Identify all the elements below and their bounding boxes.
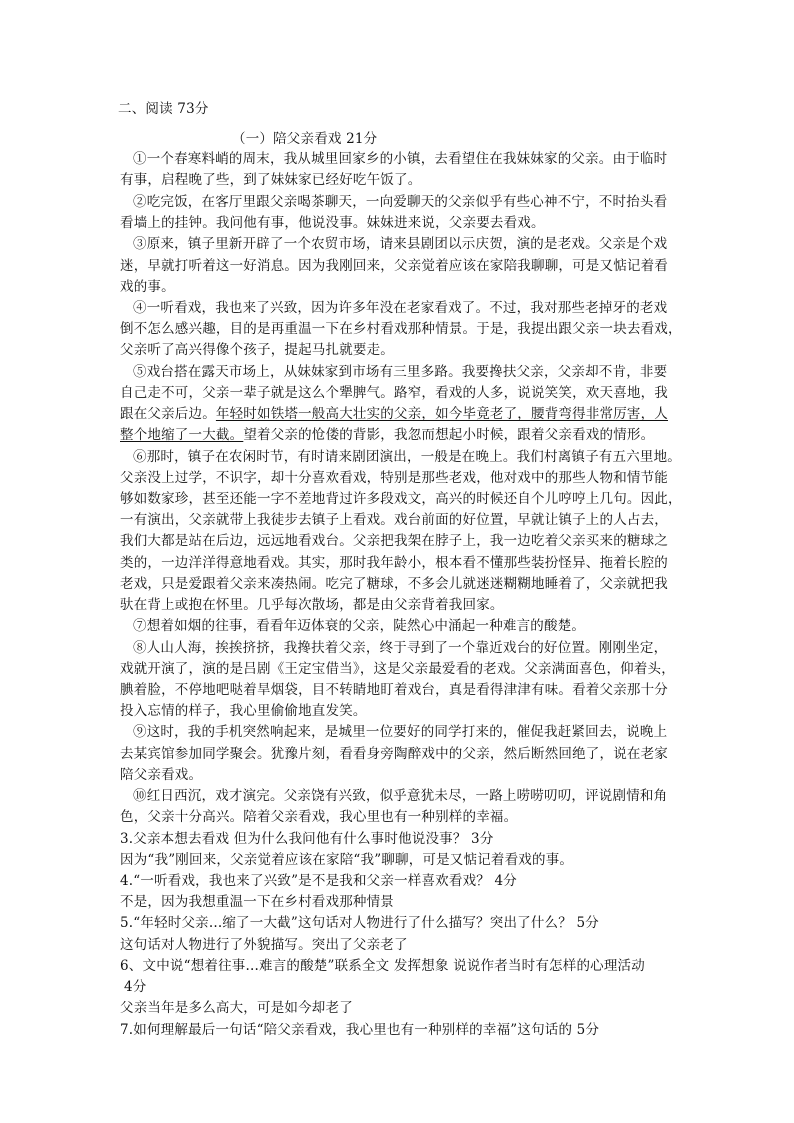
text-line xyxy=(120,425,654,446)
text-line: ⑨这时，我的手机突然响起来，是城里一位要好的同学打来的，催促我赶紧回去，说晚上 xyxy=(133,724,668,740)
question-7: 7.如何理解最后一句话“陪父亲看戏，我心里也有一种别样的幸福”这句话的 5分 xyxy=(120,1022,600,1038)
answer-4: 不是，因为我想重温一下在乡村看戏那种情景 xyxy=(120,894,394,910)
text-line: 去某宾馆参加同学聚会。犹豫片刻，看看身旁陶醉戏中的父亲，然后断然回绝了，说在老家 xyxy=(120,746,668,762)
text-line: 我们大都是站在后边，远远地看戏台。父亲把我架在脖子上，我一边吃着父亲买来的糖球之 xyxy=(120,533,668,549)
text-line: ⑤戏台搭在露天市场上，从妹妹家到市场有三里多路。我要搀扶父亲，父亲却不肯，非要 xyxy=(133,364,668,380)
text-line: 父亲没上过学，不识字，却十分喜欢看戏，特别是那些老戏，他对戏中的那些人物和情节能 xyxy=(120,470,668,486)
text-line: ②吃完饭，在客厅里跟父亲喝茶聊天，一向爱聊天的父亲似乎有些心神不宁，不时抬头看 xyxy=(133,194,668,210)
question-6: 6、文中说“想着往事...难言的酸楚”联系全文 发挥想象 说说作者当时有怎样的心理活动 xyxy=(120,958,645,974)
text-line: 老戏，只是爱跟着父亲来凑热闹。吃完了糖球，不多会儿就迷迷糊糊地睡着了，父亲就把我 xyxy=(120,576,668,592)
text-line: ⑦想着如烟的往事，看看年迈体衰的父亲，陡然心中涌起一种难言的酸楚。 xyxy=(133,618,586,634)
answer-3: 因为“我”刚回来，父亲觉着应该在家陪“我”聊聊，可是又惦记着看戏的事。 xyxy=(120,852,574,868)
text-line: 看墙上的挂钟。我问他有事，他说没事。妹妹进来说，父亲要去看戏。 xyxy=(120,215,545,231)
section-heading: 二、阅读 73分 xyxy=(118,101,209,117)
text-line: 戏的事。 xyxy=(120,279,175,295)
text-line: 驮在背上或抱在怀里。几乎每次散场，都是由父亲背着我回家。 xyxy=(120,597,504,613)
text-line: ③原来，镇子里新开辟了一个农贸市场，请来县剧团以示庆贺，演的是老戏。父亲是个戏 xyxy=(133,236,668,252)
underlined-sentence: 整个地缩了一大截。 xyxy=(120,427,244,443)
text-segment: 望着父亲的怆偻的背影，我忽而想起小时候，跟着父亲看戏的情形。 xyxy=(243,427,655,443)
text-line: 投入忘情的样子，我心里偷偷地直发笑。 xyxy=(120,703,367,719)
question-4: 4.“一听看戏，我也来了兴致”是不是我和父亲一样喜欢看戏？ 4分 xyxy=(120,873,517,889)
text-line: ④一听看戏，我也来了兴致，因为许多年没在老家看戏了。不过，我对那些老掉牙的老戏 xyxy=(133,300,668,316)
question-6-score: 4分 xyxy=(124,979,147,995)
text-line xyxy=(120,404,668,425)
text-line: 迷，早就打听着这一好消息。因为我刚回来，父亲觉着应该在家陪我聊聊，可是又惦记着看 xyxy=(120,258,668,274)
text-line: 一有演出，父亲就带上我徒步去镇子上看戏。戏台前面的好位置，早就让镇子上的人占去， xyxy=(120,512,668,528)
underlined-sentence: 年轻时如铁塔一般高大壮实的父亲，如今毕竟老了，腰背弯得非常厉害，人 xyxy=(215,406,669,422)
article-title: （一）陪父亲看戏 21分 xyxy=(232,131,378,147)
question-3: 3.父亲本想去看戏 但为什么我问他有什么事时他说没事？ 3分 xyxy=(120,831,494,847)
text-line: ⑧人山人海，挨挨挤挤，我搀扶着父亲，终于寻到了一个靠近戏台的好位置。刚刚坐定， xyxy=(133,640,668,656)
text-line: 有事，启程晚了些，到了妹妹家已经好吃午饭了。 xyxy=(120,172,422,188)
answer-5: 这句话对人物进行了外貌描写。突出了父亲老了 xyxy=(120,937,408,953)
text-line: 陪父亲看戏。 xyxy=(120,767,203,783)
text-line: 倒不怎么感兴趣，目的是再重温一下在乡村看戏那种情景。于是，我提出跟父亲一块去看戏， xyxy=(120,321,682,337)
text-line: 戏就开演了，演的是吕剧《王定宝借当》，这是父亲最爱看的老戏。父亲满面喜色，仰着头， xyxy=(120,661,675,677)
text-line: ①一个春寒料峭的周末，我从城里回家乡的小镇，去看望住在我妹妹家的父亲。由于临时 xyxy=(133,151,668,167)
question-5: 5.“年轻时父亲...缩了一大截”这句话对人物进行了什么描写？突出了什么？ 5分 xyxy=(120,915,599,931)
text-line: 自己走不可，父亲一辈子就是这么个犟脾气。路窄，看戏的人多，说说笑笑，欢天喜地，我 xyxy=(120,385,668,401)
text-line: 类的，一边洋洋得意地看戏。其实，那时我年龄小，根本看不懂那些装扮怪异、拖着长腔的 xyxy=(120,555,668,571)
answer-6: 父亲当年是多么高大，可是如今却老了 xyxy=(120,1000,353,1016)
text-line: 够如数家珍，甚至还能一字不差地背过许多段戏文，高兴的时候还自个儿哼哼上几句。因此， xyxy=(120,491,682,507)
text-line: ⑥那时，镇子在农闲时节，有时请来剧团演出，一般是在晚上。我们村离镇子有五六里地。 xyxy=(133,449,681,465)
text-line: 腆着脸，不停地吧哒着旱烟袋，目不转睛地盯着戏台，真是看得津津有味。看着父亲那十分 xyxy=(120,682,668,698)
text-line: 父亲听了高兴得像个孩子，提起马扎就要走。 xyxy=(120,342,394,358)
text-line: ⑩红日西沉，戏才演完。父亲饶有兴致，似乎意犹未尽，一路上唠唠叨叨，评说剧情和角 xyxy=(133,788,668,804)
text-segment: 跟在父亲后边。 xyxy=(120,406,216,422)
text-line: 色，父亲十分高兴。陪着父亲看戏，我心里也有一种别样的幸福。 xyxy=(120,809,518,825)
